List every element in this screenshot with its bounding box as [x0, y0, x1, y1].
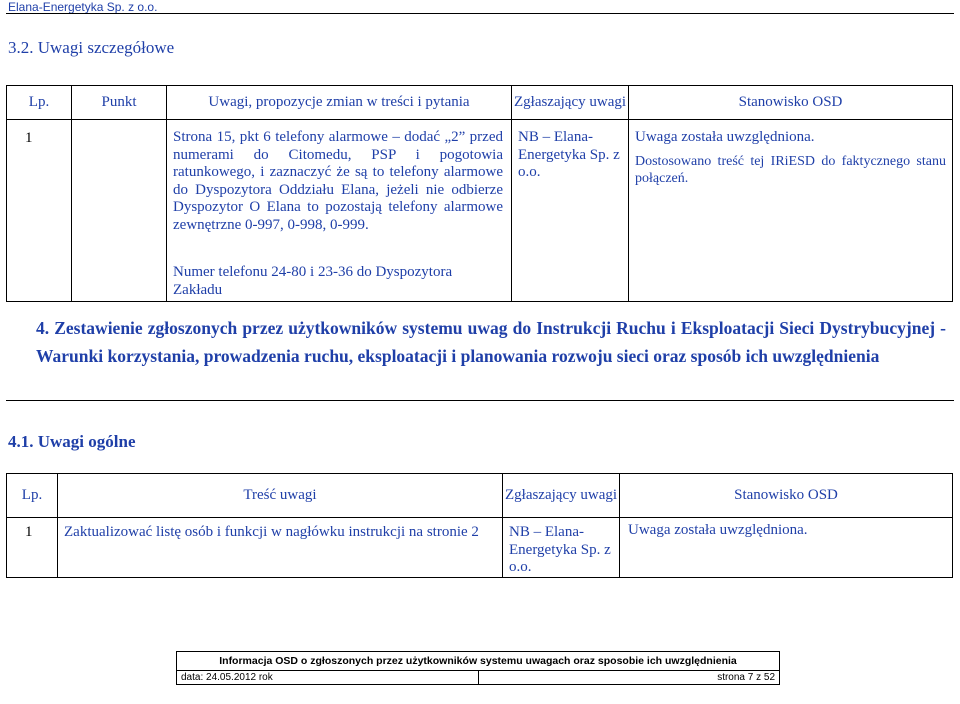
detailed-remarks-table	[6, 85, 953, 302]
footer-title: Informacja OSD o zgłoszonych przez użytkowników systemu uwagach oraz sposobie ich uwzględnienia	[177, 652, 780, 671]
table-row-zglaszajacy: NB – Elana-Energetyka Sp. z o.o.	[503, 518, 620, 578]
header-company: Elana-Energetyka Sp. z o.o.	[8, 0, 158, 14]
table-row-punkt	[72, 120, 167, 302]
table-row-lp: 1	[7, 518, 58, 578]
section-3-2-title: 3.2. Uwagi szczegółowe	[8, 38, 175, 57]
col-header-stanowisko: Stanowisko OSD	[620, 474, 953, 518]
col-header-zglaszajacy: Zgłaszający uwagi	[503, 474, 620, 518]
table-row-lp: 1	[7, 120, 72, 302]
table-row-uwagi	[167, 120, 512, 302]
col-header-zglaszajacy: Zgłaszający uwagi	[512, 86, 629, 120]
col-header-uwagi: Uwagi, propozycje zmian w treści i pytania	[167, 86, 512, 120]
stanowisko-detail: Dostosowano treść tej IRiESD do faktycznego stanu połączeń.	[635, 153, 946, 186]
table-row-stanowisko	[629, 120, 953, 302]
table-row-tresc: Zaktualizować listę osób i funkcji w nagłówku instrukcji na stronie 2	[58, 518, 503, 578]
col-header-lp: Lp.	[7, 474, 58, 518]
remark-note: Numer telefonu 24-80 i 23-36 do Dyspozytora Zakładu	[173, 264, 453, 298]
col-header-stanowisko: Stanowisko OSD	[629, 86, 953, 120]
table-row-zglaszajacy: NB – Elana-Energetyka Sp. z o.o.	[512, 120, 629, 302]
section-4-1-title: 4.1. Uwagi ogólne	[8, 432, 136, 451]
section-4-title: 4. Zestawienie zgłoszonych przez użytkowników systemu uwag do Instrukcji Ruchu i Eksploatacji Sieci Dystrybucyjnej - Warunki korzystania, prowadzenia ruchu, eksploatacji i planowania rozwoju sieci oraz sposób ich uwzględnienia	[36, 318, 946, 366]
general-remarks-table	[6, 473, 953, 578]
section-divider	[6, 400, 954, 401]
footer-date: data: 24.05.2012 rok	[177, 671, 479, 685]
table-row-stanowisko: Uwaga została uwzględniona.	[620, 518, 953, 578]
header-divider	[6, 13, 954, 14]
remark-text: Strona 15, pkt 6 telefony alarmowe – dodać „2” przed numerami do Citomedu, PSP i pogotowia ratunkowego, i zaznaczyć że są to telefony alarmowe do Dyspozytora Oddziału Elana, jeżeli nie odbierze Dyspozytor O Elana to pozostają telefony alarmowe zewnętrzne 0-997, 0-998, 0-999.	[173, 129, 503, 233]
col-header-lp: Lp.	[7, 86, 72, 120]
col-header-tresc: Treść uwagi	[58, 474, 503, 518]
footer-page-number: strona 7 z 52	[478, 671, 780, 685]
page-footer	[176, 651, 780, 685]
stanowisko-status: Uwaga została uwzględniona.	[635, 129, 815, 145]
col-header-punkt: Punkt	[72, 86, 167, 120]
